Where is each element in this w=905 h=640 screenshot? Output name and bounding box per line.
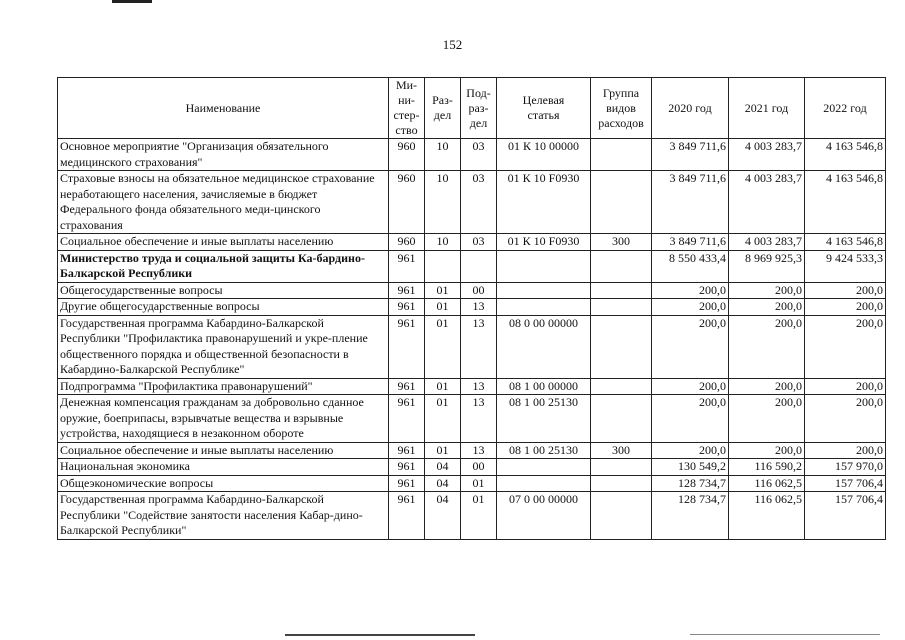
- cell-target: 08 1 00 25130: [497, 442, 591, 459]
- cell-section: 01: [425, 299, 461, 316]
- cell-target: 07 0 00 00000: [497, 492, 591, 540]
- header-group: Группа видов расходов: [591, 78, 652, 139]
- cell-section: 01: [425, 395, 461, 443]
- cell-2021: 4 003 283,7: [729, 171, 805, 234]
- table-row: [58, 475, 886, 492]
- page-number: 152: [442, 37, 463, 52]
- cell-name: Национальная экономика: [58, 459, 389, 476]
- cell-group: 300: [591, 442, 652, 459]
- cell-section: 04: [425, 475, 461, 492]
- cell-ministry: 961: [389, 442, 425, 459]
- bottom-rule-right: [690, 634, 880, 635]
- cell-2020: 130 549,2: [652, 459, 729, 476]
- cell-ministry: 960: [389, 234, 425, 251]
- cell-2022: 200,0: [805, 299, 886, 316]
- table-row: [58, 139, 886, 171]
- cell-group: [591, 378, 652, 395]
- cell-2021: 4 003 283,7: [729, 139, 805, 171]
- cell-2021: 200,0: [729, 378, 805, 395]
- cell-section: [425, 250, 461, 282]
- cell-2022: 157 970,0: [805, 459, 886, 476]
- cell-subsection: 13: [461, 442, 497, 459]
- table-row: [58, 282, 886, 299]
- header-target: Целевая статья: [497, 78, 591, 139]
- cell-2020: 128 734,7: [652, 492, 729, 540]
- cell-2020: 200,0: [652, 315, 729, 378]
- cell-2022: 157 706,4: [805, 492, 886, 540]
- cell-target: 08 1 00 00000: [497, 378, 591, 395]
- cell-group: [591, 139, 652, 171]
- cell-subsection: 03: [461, 234, 497, 251]
- cell-target: 01 К 10 F0930: [497, 234, 591, 251]
- cell-target: 01 К 10 00000: [497, 139, 591, 171]
- cell-subsection: 13: [461, 299, 497, 316]
- cell-2020: 200,0: [652, 282, 729, 299]
- cell-subsection: 03: [461, 139, 497, 171]
- cell-group: [591, 492, 652, 540]
- header-2021: 2021 год: [729, 78, 805, 139]
- cell-2020: 3 849 711,6: [652, 171, 729, 234]
- cell-target: [497, 459, 591, 476]
- cell-subsection: 13: [461, 378, 497, 395]
- cell-name: Основное мероприятие "Организация обязательного медицинского страхования": [58, 139, 389, 171]
- cell-name: Министерство труда и социальной защиты Ка-бардино-Балкарской Республики: [58, 250, 389, 282]
- cell-ministry: 961: [389, 250, 425, 282]
- cell-2022: 200,0: [805, 442, 886, 459]
- cell-2021: 200,0: [729, 395, 805, 443]
- cell-section: 10: [425, 234, 461, 251]
- cell-2022: 9 424 533,3: [805, 250, 886, 282]
- cell-name: Общеэкономические вопросы: [58, 475, 389, 492]
- table-row: [58, 299, 886, 316]
- cell-ministry: 961: [389, 299, 425, 316]
- header-subsection: Под- раз- дел: [461, 78, 497, 139]
- cell-subsection: [461, 250, 497, 282]
- cell-target: [497, 250, 591, 282]
- cell-2020: 200,0: [652, 395, 729, 443]
- cell-target: [497, 475, 591, 492]
- cell-target: 08 1 00 25130: [497, 395, 591, 443]
- cell-ministry: 961: [389, 378, 425, 395]
- bottom-rule-left: [285, 634, 475, 636]
- cell-group: [591, 171, 652, 234]
- cell-2021: 4 003 283,7: [729, 234, 805, 251]
- cell-section: 10: [425, 139, 461, 171]
- cell-name: Подпрограмма "Профилактика правонарушений": [58, 378, 389, 395]
- cell-subsection: 03: [461, 171, 497, 234]
- cell-2022: 200,0: [805, 395, 886, 443]
- top-edge-mark: [112, 0, 152, 3]
- cell-section: 04: [425, 492, 461, 540]
- cell-target: [497, 282, 591, 299]
- table-row: [58, 250, 886, 282]
- cell-subsection: 00: [461, 459, 497, 476]
- table-row: [58, 395, 886, 443]
- table-row: [58, 171, 886, 234]
- cell-section: 04: [425, 459, 461, 476]
- header-ministry: Ми- ни- стер- ство: [389, 78, 425, 139]
- cell-2022: 4 163 546,8: [805, 171, 886, 234]
- cell-subsection: 00: [461, 282, 497, 299]
- cell-ministry: 961: [389, 475, 425, 492]
- table-row: [58, 378, 886, 395]
- table-row: [58, 492, 886, 540]
- cell-target: 01 К 10 F0930: [497, 171, 591, 234]
- cell-2021: 116 062,5: [729, 492, 805, 540]
- cell-ministry: 961: [389, 492, 425, 540]
- cell-2022: 200,0: [805, 282, 886, 299]
- table-body: [58, 139, 886, 540]
- cell-2021: 200,0: [729, 299, 805, 316]
- cell-2021: 116 590,2: [729, 459, 805, 476]
- cell-subsection: 13: [461, 315, 497, 378]
- cell-target: 08 0 00 00000: [497, 315, 591, 378]
- cell-2021: 200,0: [729, 442, 805, 459]
- cell-target: [497, 299, 591, 316]
- cell-ministry: 961: [389, 395, 425, 443]
- table-row: [58, 442, 886, 459]
- cell-group: [591, 250, 652, 282]
- header-2022: 2022 год: [805, 78, 886, 139]
- cell-2021: 116 062,5: [729, 475, 805, 492]
- cell-2020: 3 849 711,6: [652, 139, 729, 171]
- cell-2022: 157 706,4: [805, 475, 886, 492]
- cell-2020: 3 849 711,6: [652, 234, 729, 251]
- cell-2022: 200,0: [805, 315, 886, 378]
- cell-name: Общегосударственные вопросы: [58, 282, 389, 299]
- cell-group: [591, 315, 652, 378]
- cell-2021: 200,0: [729, 315, 805, 378]
- cell-2022: 200,0: [805, 378, 886, 395]
- cell-section: 01: [425, 442, 461, 459]
- table-row: [58, 459, 886, 476]
- cell-2021: 8 969 925,3: [729, 250, 805, 282]
- cell-name: Другие общегосударственные вопросы: [58, 299, 389, 316]
- cell-subsection: 01: [461, 475, 497, 492]
- cell-subsection: 13: [461, 395, 497, 443]
- cell-2020: 200,0: [652, 299, 729, 316]
- cell-ministry: 961: [389, 282, 425, 299]
- cell-2022: 4 163 546,8: [805, 234, 886, 251]
- cell-section: 01: [425, 315, 461, 378]
- cell-2020: 200,0: [652, 442, 729, 459]
- cell-section: 10: [425, 171, 461, 234]
- cell-group: 300: [591, 234, 652, 251]
- header-2020: 2020 год: [652, 78, 729, 139]
- cell-name: Денежная компенсация гражданам за добровольно сданное оружие, боеприпасы, взрывчатые вещества и взрывные устройства, находящиеся в незаконном обороте: [58, 395, 389, 443]
- cell-name: Государственная программа Кабардино-Балкарской Республики "Содействие занятости населения Кабар-дино-Балкарской Республики": [58, 492, 389, 540]
- cell-group: [591, 395, 652, 443]
- cell-group: [591, 475, 652, 492]
- cell-section: 01: [425, 378, 461, 395]
- cell-2020: 200,0: [652, 378, 729, 395]
- budget-table: [57, 77, 886, 540]
- cell-ministry: 961: [389, 315, 425, 378]
- cell-ministry: 961: [389, 459, 425, 476]
- cell-2021: 200,0: [729, 282, 805, 299]
- cell-name: Страховые взносы на обязательное медицинское страхование неработающего населения, зачисляемые в бюджет Федерального фонда обязательного меди-цинского страхования: [58, 171, 389, 234]
- cell-2020: 128 734,7: [652, 475, 729, 492]
- header-section: Раз- дел: [425, 78, 461, 139]
- table-row: [58, 315, 886, 378]
- cell-2022: 4 163 546,8: [805, 139, 886, 171]
- header-row: [58, 78, 886, 139]
- cell-name: Социальное обеспечение и иные выплаты населению: [58, 442, 389, 459]
- cell-ministry: 960: [389, 171, 425, 234]
- table-row: [58, 234, 886, 251]
- cell-subsection: 01: [461, 492, 497, 540]
- cell-2020: 8 550 433,4: [652, 250, 729, 282]
- cell-group: [591, 282, 652, 299]
- cell-group: [591, 299, 652, 316]
- cell-section: 01: [425, 282, 461, 299]
- cell-name: Социальное обеспечение и иные выплаты населению: [58, 234, 389, 251]
- header-name: Наименование: [58, 78, 389, 139]
- cell-group: [591, 459, 652, 476]
- cell-ministry: 960: [389, 139, 425, 171]
- cell-name: Государственная программа Кабардино-Балкарской Республики "Профилактика правонарушений и укре-пление общественного порядка и общественной безопасности в Кабардино-Балкарской Республике": [58, 315, 389, 378]
